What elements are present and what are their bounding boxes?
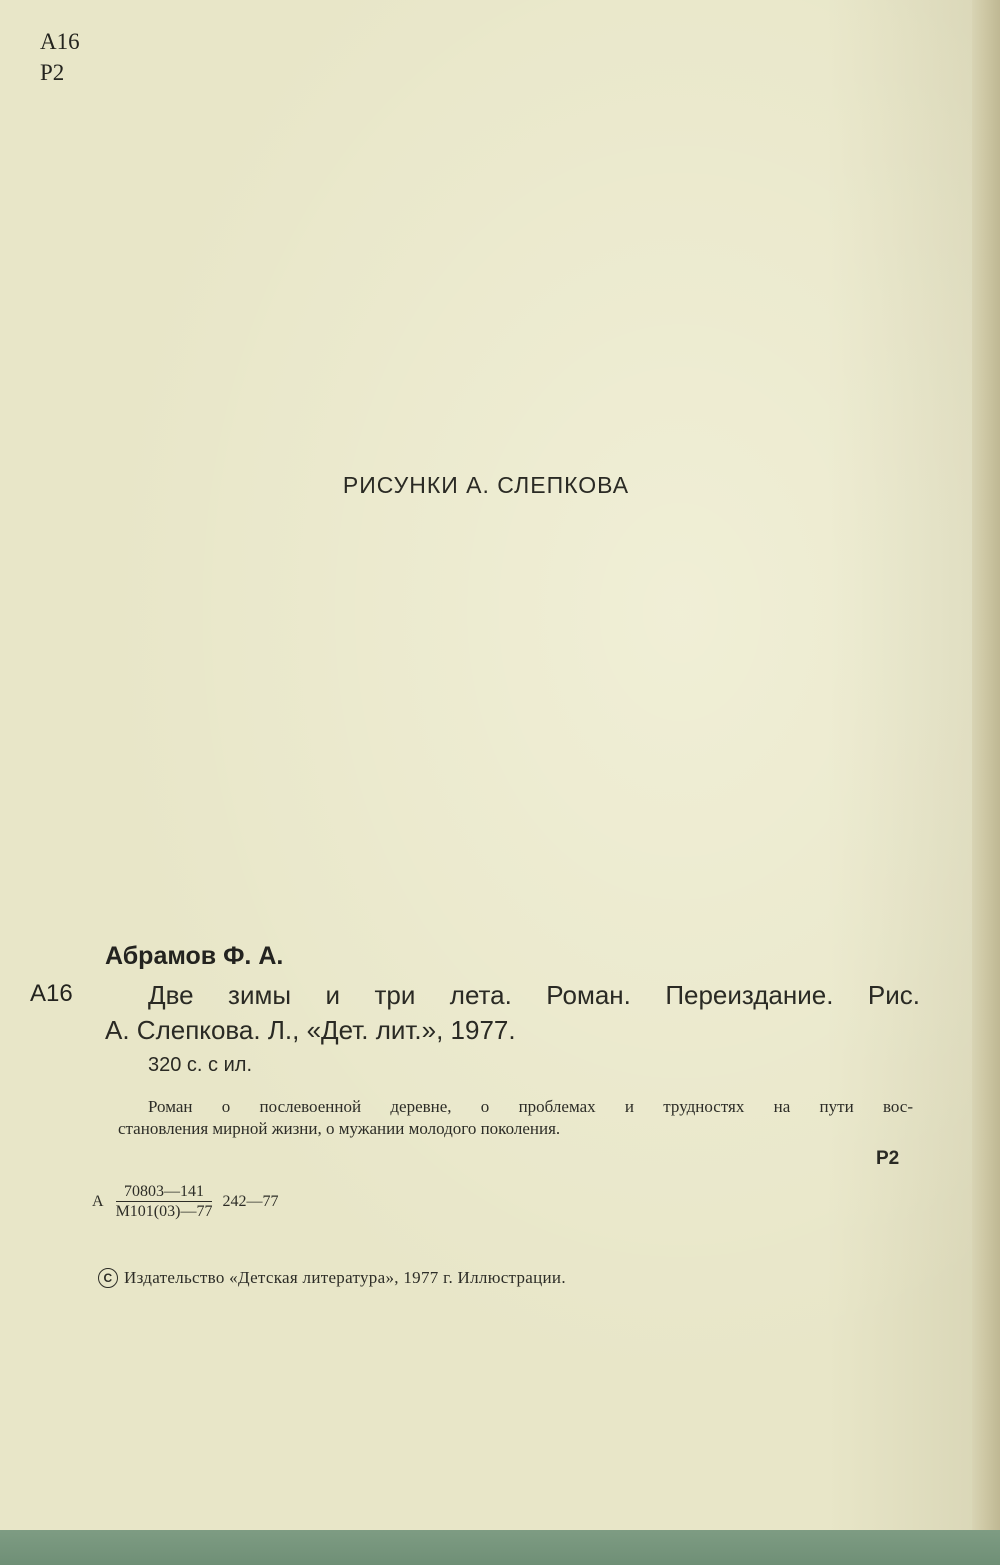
classification-prefix: А bbox=[92, 1193, 104, 1210]
book-description-line-2: А. Слепкова. Л., «Дет. лит.», 1977. bbox=[105, 1015, 516, 1045]
author-name: Абрамов Ф. А. bbox=[105, 942, 284, 970]
catalog-index-left: А16 bbox=[30, 980, 73, 1007]
classification-denominator: М101(03)—77 bbox=[115, 1203, 213, 1220]
copyright-icon: C bbox=[98, 1268, 118, 1288]
copyright-text: Издательство «Детская литература», 1977 г. Иллюстрации. bbox=[124, 1268, 566, 1287]
corner-codes bbox=[40, 26, 80, 88]
classification-numerator: 70803—141 bbox=[116, 1182, 212, 1202]
corner-code-2: Р2 bbox=[40, 60, 65, 85]
illustrator-credit: РИСУНКИ А. СЛЕПКОВА bbox=[342, 472, 630, 498]
book-description-line-1: Две зимы и три лета. Роман. Переиздание. Рис. bbox=[148, 980, 920, 1010]
classification-fraction bbox=[112, 1182, 217, 1222]
book-cover-edge bbox=[0, 1530, 1000, 1565]
catalog-index-right: Р2 bbox=[876, 1148, 900, 1169]
annotation bbox=[118, 1096, 913, 1140]
annotation-line-2: становления мирной жизни, о мужании молодого поколения. bbox=[118, 1119, 561, 1138]
page-edge bbox=[972, 0, 1000, 1540]
show-through-text-1 bbox=[45, 560, 945, 687]
page-count: 320 с. с ил. bbox=[148, 1054, 252, 1076]
annotation-line-1: Роман о послевоенной деревне, о проблемах и трудностях на пути вос- bbox=[148, 1097, 913, 1116]
copyright-line bbox=[98, 1268, 566, 1288]
classification-suffix: 242—77 bbox=[222, 1193, 279, 1210]
classification-code bbox=[92, 1182, 278, 1222]
corner-code-1: А16 bbox=[40, 29, 80, 54]
